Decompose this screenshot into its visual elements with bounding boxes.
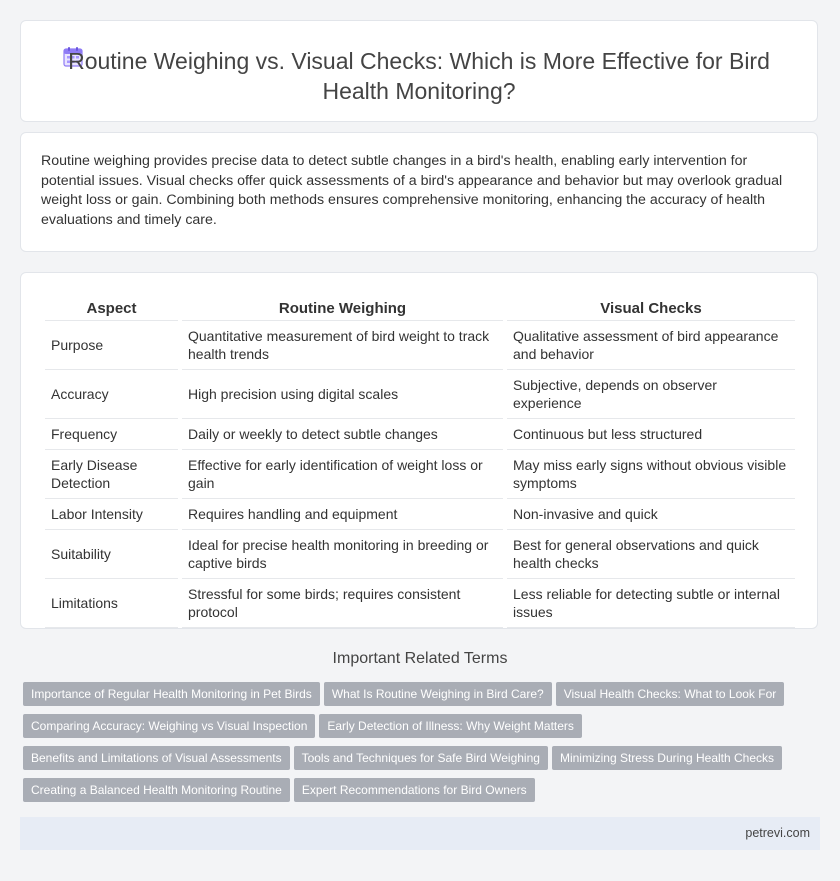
related-term-link[interactable]: Creating a Balanced Health Monitoring Routine: [23, 778, 290, 802]
visual-cell: Non-invasive and quick: [507, 499, 795, 530]
related-term-link[interactable]: Early Detection of Illness: Why Weight Matters: [319, 714, 582, 738]
visual-cell: Less reliable for detecting subtle or internal issues: [507, 579, 795, 628]
intro-paragraph: Routine weighing provides precise data to detect subtle changes in a bird's health, enabling early intervention for potential issues. Visual checks offer quick assessments of a bird's appearance and behavior but may overlook gradual weight loss or gain. Combining both methods ensures comprehensive monitoring, enhancing the accuracy of health evaluations and timely care.: [41, 153, 783, 228]
column-header-routine-weighing: Routine Weighing: [182, 293, 503, 321]
table-row: [45, 499, 795, 530]
related-term-link[interactable]: Importance of Regular Health Monitoring in Pet Birds: [23, 682, 320, 706]
visual-cell: Qualitative assessment of bird appearance and behavior: [507, 321, 795, 370]
related-terms-list: [23, 682, 813, 810]
column-header-visual-checks: Visual Checks: [507, 293, 795, 321]
related-term-link[interactable]: What Is Routine Weighing in Bird Care?: [324, 682, 552, 706]
weighing-cell: Ideal for precise health monitoring in breeding or captive birds: [182, 530, 503, 579]
visual-cell: May miss early signs without obvious visible symptoms: [507, 450, 795, 499]
table-row: [45, 419, 795, 450]
visual-cell: Continuous but less structured: [507, 419, 795, 450]
weighing-cell: Requires handling and equipment: [182, 499, 503, 530]
weighing-cell: Quantitative measurement of bird weight to track health trends: [182, 321, 503, 370]
aspect-cell: Early Disease Detection: [45, 450, 178, 499]
related-term-link[interactable]: Tools and Techniques for Safe Bird Weighing: [294, 746, 548, 770]
aspect-cell: Limitations: [45, 579, 178, 628]
visual-cell: Subjective, depends on observer experience: [507, 370, 795, 419]
related-terms-heading: Important Related Terms: [332, 650, 508, 667]
title-card: [20, 20, 818, 122]
aspect-cell: Accuracy: [45, 370, 178, 419]
table-row: [45, 370, 795, 419]
weighing-cell: High precision using digital scales: [182, 370, 503, 419]
related-term-link[interactable]: Expert Recommendations for Bird Owners: [294, 778, 535, 802]
weighing-cell: Daily or weekly to detect subtle changes: [182, 419, 503, 450]
intro-card: [20, 132, 818, 252]
aspect-cell: Labor Intensity: [45, 499, 178, 530]
table-row: [45, 530, 795, 579]
related-term-link[interactable]: Benefits and Limitations of Visual Assessments: [23, 746, 290, 770]
footer-site-link[interactable]: petrevi.com: [745, 826, 810, 840]
aspect-cell: Frequency: [45, 419, 178, 450]
related-term-link[interactable]: Visual Health Checks: What to Look For: [556, 682, 785, 706]
footer: [20, 817, 820, 850]
table-row: [45, 321, 795, 370]
aspect-cell: Purpose: [45, 321, 178, 370]
table-header-row: [45, 293, 795, 321]
table-row: [45, 450, 795, 499]
table-row: [45, 579, 795, 628]
aspect-cell: Suitability: [45, 530, 178, 579]
weighing-cell: Effective for early identification of weight loss or gain: [182, 450, 503, 499]
page-title: Routine Weighing vs. Visual Checks: Which is More Effective for Bird Health Monitoring?: [68, 48, 770, 104]
visual-cell: Best for general observations and quick health checks: [507, 530, 795, 579]
weighing-cell: Stressful for some birds; requires consistent protocol: [182, 579, 503, 628]
related-term-link[interactable]: Minimizing Stress During Health Checks: [552, 746, 782, 770]
related-term-link[interactable]: Comparing Accuracy: Weighing vs Visual Inspection: [23, 714, 315, 738]
comparison-table: [41, 293, 799, 628]
column-header-aspect: Aspect: [45, 293, 178, 321]
comparison-table-card: [20, 272, 818, 629]
